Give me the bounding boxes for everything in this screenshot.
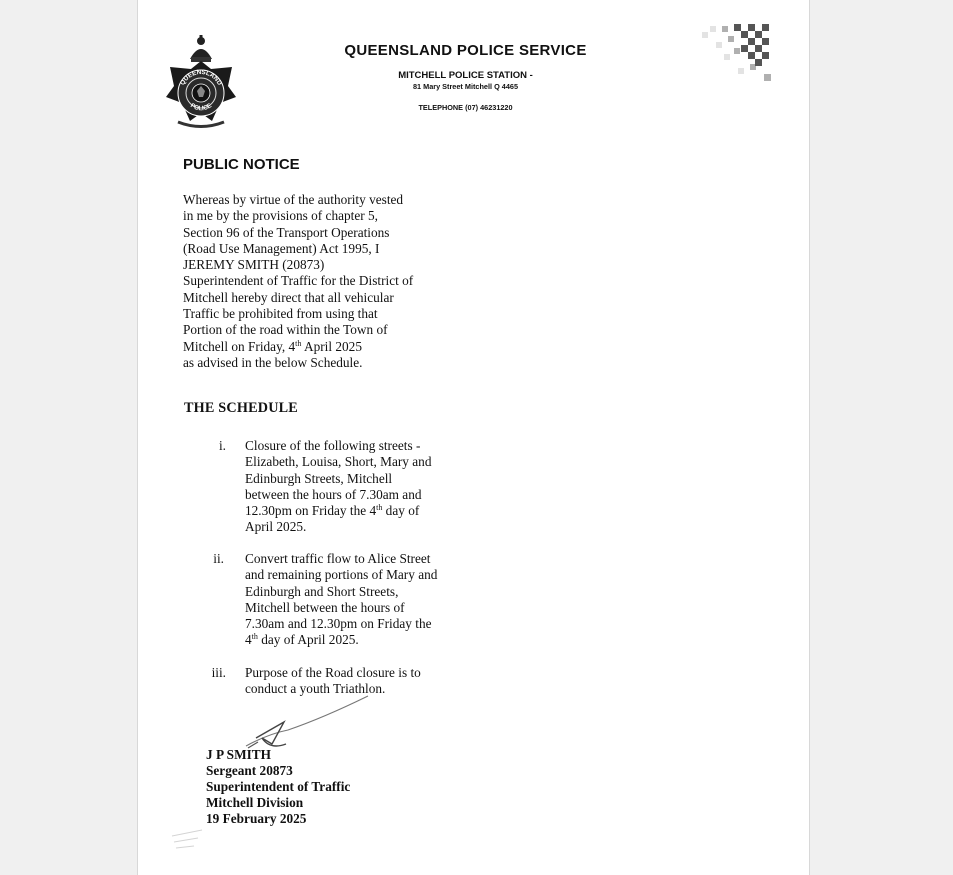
notice-paragraph xyxy=(183,192,513,371)
notice-line: Portion of the road within the Town of xyxy=(183,322,388,338)
signatory-name: J P SMITH xyxy=(206,747,272,762)
police-crest-logo xyxy=(164,33,238,131)
signature-date: 19 February 2025 xyxy=(206,811,307,827)
notice-line: in me by the provisions of chapter 5, xyxy=(183,208,378,224)
station-name: MITCHELL POLICE STATION - xyxy=(398,70,533,81)
station-address: 81 Mary Street Mitchell Q 4465 xyxy=(412,82,519,91)
notice-line: as advised in the below Schedule. xyxy=(183,354,363,370)
schedule-item-text: Purpose of the Road closure is to conduct a youth Triathlon. xyxy=(245,665,421,697)
notice-line: Superintendent of Traffic for the District of xyxy=(183,273,414,289)
signatory-title: Superintendent of Traffic xyxy=(206,779,351,795)
notice-line: Section 96 of the Transport Operations xyxy=(183,224,390,240)
schedule-item-text: Closure of the following streets - Elizabeth, Louisa, Short, Mary and Edinburgh Streets, Mitchell between the hours of 7.30am and 12.30pm on Friday the 4th day of April 2025. xyxy=(245,438,432,535)
notice-date-line: Mitchell on Friday, 4th April 2025 xyxy=(183,338,362,354)
schedule-item-number: ii. xyxy=(213,551,224,566)
checkered-pattern-graphic xyxy=(698,20,778,86)
notice-line: (Road Use Management) Act 1995, I xyxy=(183,240,380,256)
signatory-division: Mitchell Division xyxy=(206,795,304,811)
notice-line: Whereas by virtue of the authority vested xyxy=(183,192,404,207)
signature-block xyxy=(206,747,350,827)
crest-ring-bottom-text: POLICE xyxy=(188,102,214,113)
letterhead xyxy=(298,42,633,112)
organisation-name: QUEENSLAND POLICE SERVICE xyxy=(344,42,587,59)
notice-line: Mitchell hereby direct that all vehicular xyxy=(183,289,394,305)
schedule-heading: THE SCHEDULE xyxy=(184,400,298,416)
signatory-rank: Sergeant 20873 xyxy=(206,763,293,779)
notice-line: JEREMY SMITH (20873) xyxy=(183,257,325,273)
schedule-item-text: Convert traffic flow to Alice Street and remaining portions of Mary and Edinburgh and Short Streets, Mitchell between the hours of 7.30am and 12.30pm on Friday the 4th day of April 2025. xyxy=(245,551,438,648)
crest-ring-top-text: QUEENSLAND xyxy=(179,68,223,87)
faint-stamp-mark xyxy=(168,826,208,856)
document-page xyxy=(137,0,810,875)
station-telephone: TELEPHONE (07) 46231220 xyxy=(418,103,513,112)
schedule-item-number: iii. xyxy=(211,665,226,680)
public-notice-heading: PUBLIC NOTICE xyxy=(183,156,300,173)
schedule-item-number: i. xyxy=(218,438,226,453)
notice-line: Traffic be prohibited from using that xyxy=(183,306,378,322)
